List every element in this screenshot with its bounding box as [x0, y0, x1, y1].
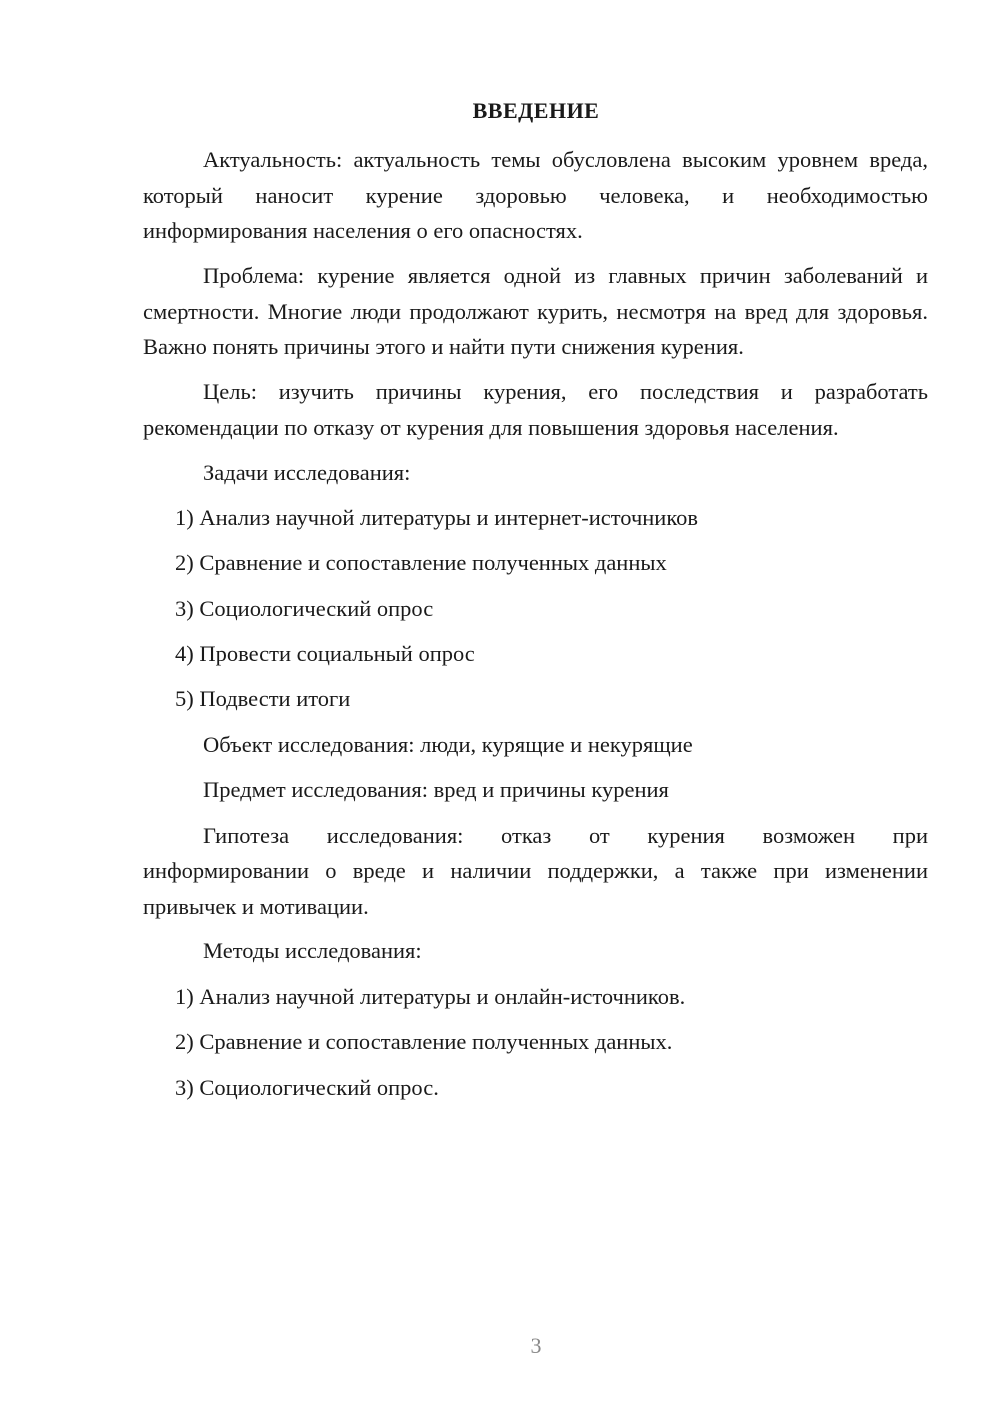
tasks-list-item: 5) Подвести итоги — [175, 686, 351, 711]
hypothesis-first-line: Гипотеза исследования: отказ от курения возможен при — [203, 823, 928, 848]
research-object: Объект исследования: люди, курящие и некурящие — [203, 732, 693, 757]
page-number: 3 — [530, 1333, 542, 1358]
methods-list-item: 2) Сравнение и сопоставление полученных данных. — [175, 1029, 673, 1054]
tasks-list-item: 3) Социологический опрос — [175, 596, 434, 621]
section-heading: ВВЕДЕНИЕ — [472, 98, 600, 123]
tasks-list-item: 4) Провести социальный опрос — [175, 641, 475, 666]
tasks-list-item: 2) Сравнение и сопоставление полученных данных — [175, 550, 667, 575]
methods-list-item: 3) Социологический опрос. — [175, 1075, 439, 1100]
problem-paragraph: Проблема: курение является одной из главных причин заболеваний и смертности. Многие люди продолжают курить, несмотря на вред для здоровья. Важно понять причины этого и найти пути снижения курения. — [143, 263, 928, 359]
goal-paragraph: Цель: изучить причины курения, его последствия и разработать рекомендации по отказу от курения для повышения здоровья населения. — [143, 379, 928, 440]
tasks-list-item: 1) Анализ научной литературы и интернет-источников — [175, 505, 699, 530]
methods-title: Методы исследования: — [203, 938, 422, 963]
hypothesis-continuation: информировании о вреде и наличии поддержки, а также при изменении привычек и мотивации. — [143, 858, 928, 919]
research-subject: Предмет исследования: вред и причины курения — [203, 777, 669, 802]
relevance-paragraph: Актуальность: актуальность темы обусловлена высоким уровнем вреда, который наносит курение здоровью человека, и необходимостью информирования населения о его опасностях. — [143, 147, 928, 243]
methods-list-item: 1) Анализ научной литературы и онлайн-источников. — [175, 984, 686, 1009]
tasks-title: Задачи исследования: — [203, 460, 411, 485]
